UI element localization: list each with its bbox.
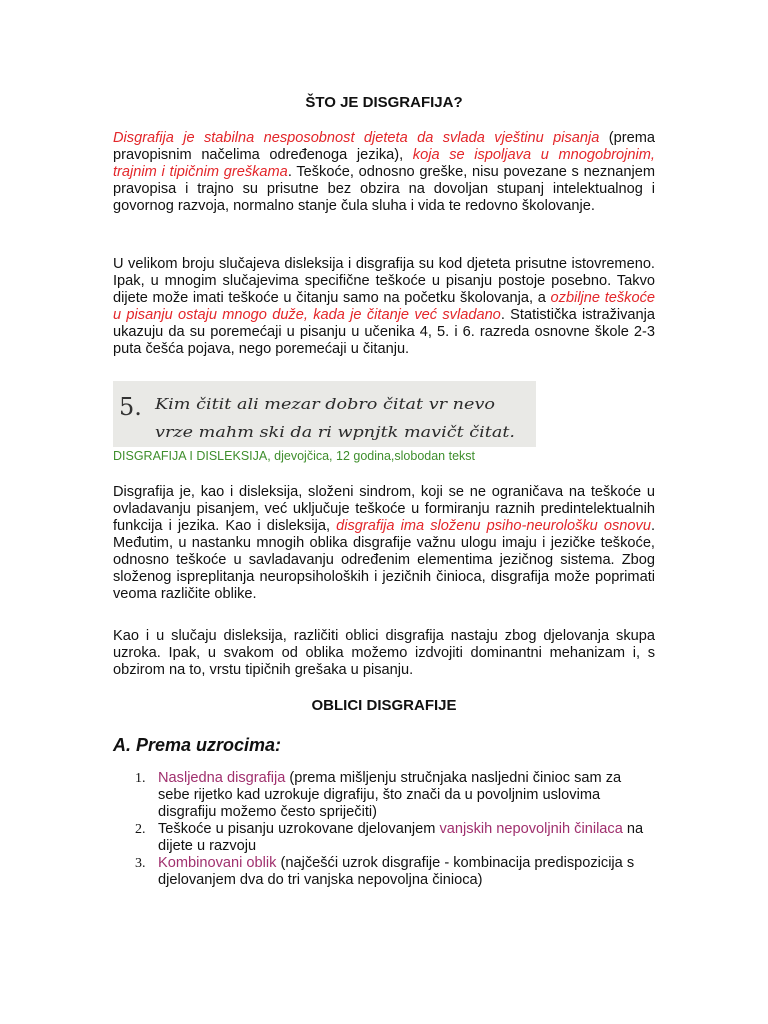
- paragraph-causes: Kao i u slučaju disleksija, različiti oblici disgrafija nastaju zbog djelovanja skupa uzroka. Ipak, u svakom od oblika možemo izdvojiti dominantni mehanizam i, s obzirom na to, vrstu tipičnih grešaka u pisanju.: [113, 628, 655, 678]
- body-text: U velikom broju slučajeva disleksija i disgrafija su kod djeteta prisutne istovremeno. Ipak, u mnogim slučajevima specifične teškoće u pisanju postoje posebno. Takvo dijete može imati teškoće u čitanju samo na početku školovanja, a: [113, 256, 655, 306]
- handwriting-sample-image: [113, 381, 536, 447]
- page-title: ŠTO JE DISGRAFIJA?: [305, 94, 463, 111]
- emphasis-text: disgrafija ima složenu psiho-neurološku osnovu: [336, 518, 651, 534]
- caption-rest: , djevojčica, 12 godina,slobodan tekst: [267, 449, 475, 463]
- list-item: [113, 821, 655, 855]
- handwriting-line-2: vrze mahm ski da ri wpnjtk mavičt čitat.: [155, 423, 515, 441]
- handwriting-line-1: Kim čitit ali mezar dobro čitat vr nevo: [153, 395, 496, 413]
- body-text: na dijete u razvoju: [158, 821, 644, 854]
- body-text: Disgrafija je, kao i disleksija, složeni sindrom, koji se ne ograničava na teškoće u ovladavanju pisanjem, već uključuje teškoće u formiranju raznih predintelektualnih funkcija i jezika. Kao i disleksija,: [113, 484, 655, 534]
- image-caption: [113, 448, 475, 464]
- list-item: [113, 855, 655, 889]
- body-text: . Teškoće, odnosno greške, nisu povezane s neznanjem pravopisa i trajno su prisutne bez obzira na dovoljan stupanj intelektualnog i govornog razvoja, normalno stanje čula sluha i vida te redovno školovanje.: [113, 164, 655, 214]
- body-text: (prema mišljenju stručnjaka nasljedni činioc sam za sebe rijetko kad uzrokuje digrafiju, što znači da u povoljnim uslovima disgrafiju možemo često spriječiti): [158, 770, 622, 820]
- emphasis-text: koja se ispoljava u mnogobrojnim, trajnim i tipičnim greškama: [113, 147, 655, 180]
- paragraph-dyslexia-relation: [113, 256, 655, 358]
- highlight-text: vanjskih nepovoljnih činilaca: [439, 821, 623, 837]
- body-text: . Međutim, u nastanku mnogih oblika disgrafije važnu ulogu imaju i jezičke teškoće, odnosno teškoće u savladavanju određenim elementima jezičnog sistema. Zbog složenog ispreplitanja neuropsiholoških i jezičnih činioca, disgrafija može poprimati veoma različite oblike.: [113, 518, 656, 602]
- list-number: 3.: [135, 856, 146, 871]
- paragraph-syndrome: [113, 484, 655, 603]
- emphasis-text: Disgrafija je stabilna nesposobnost djeteta da svlada vještinu pisanja: [113, 130, 600, 146]
- list-item: [113, 770, 655, 821]
- list-number: 1.: [135, 771, 146, 786]
- highlight-text: Kombinovani oblik: [158, 855, 277, 871]
- caption-lead: DISGRAFIJA I DISLEKSIJA: [113, 449, 268, 463]
- paragraph-definition: [113, 130, 655, 215]
- emphasis-text: ozbiljne teškoće u pisanju ostaju mnogo duže, kada je čitanje već svladano: [113, 290, 656, 323]
- body-text: (najčešći uzrok disgrafije - kombinacija predispozicija s djelovanjem dva do tri vanjska nepovoljna činioca): [158, 855, 635, 888]
- body-text: . Statistička istraživanja ukazuju da su poremećaji u pisanju u učenika 4, 5. i 6. razreda osnovne škole 2-3 puta češća pojava, nego poremećaji u čitanju.: [113, 307, 656, 357]
- list-number: 2.: [135, 822, 146, 837]
- handwriting-number: 5.: [119, 393, 142, 421]
- body-text: Teškoće u pisanju uzrokovane djelovanjem: [158, 821, 440, 837]
- section-title: OBLICI DISGRAFIJE: [311, 697, 457, 714]
- body-text: (prema pravopisnim načelima određenoga jezika),: [113, 130, 655, 163]
- subsection-heading: A. Prema uzrocima:: [113, 735, 282, 755]
- causes-list: [113, 770, 655, 889]
- highlight-text: Nasljedna disgrafija: [158, 770, 286, 786]
